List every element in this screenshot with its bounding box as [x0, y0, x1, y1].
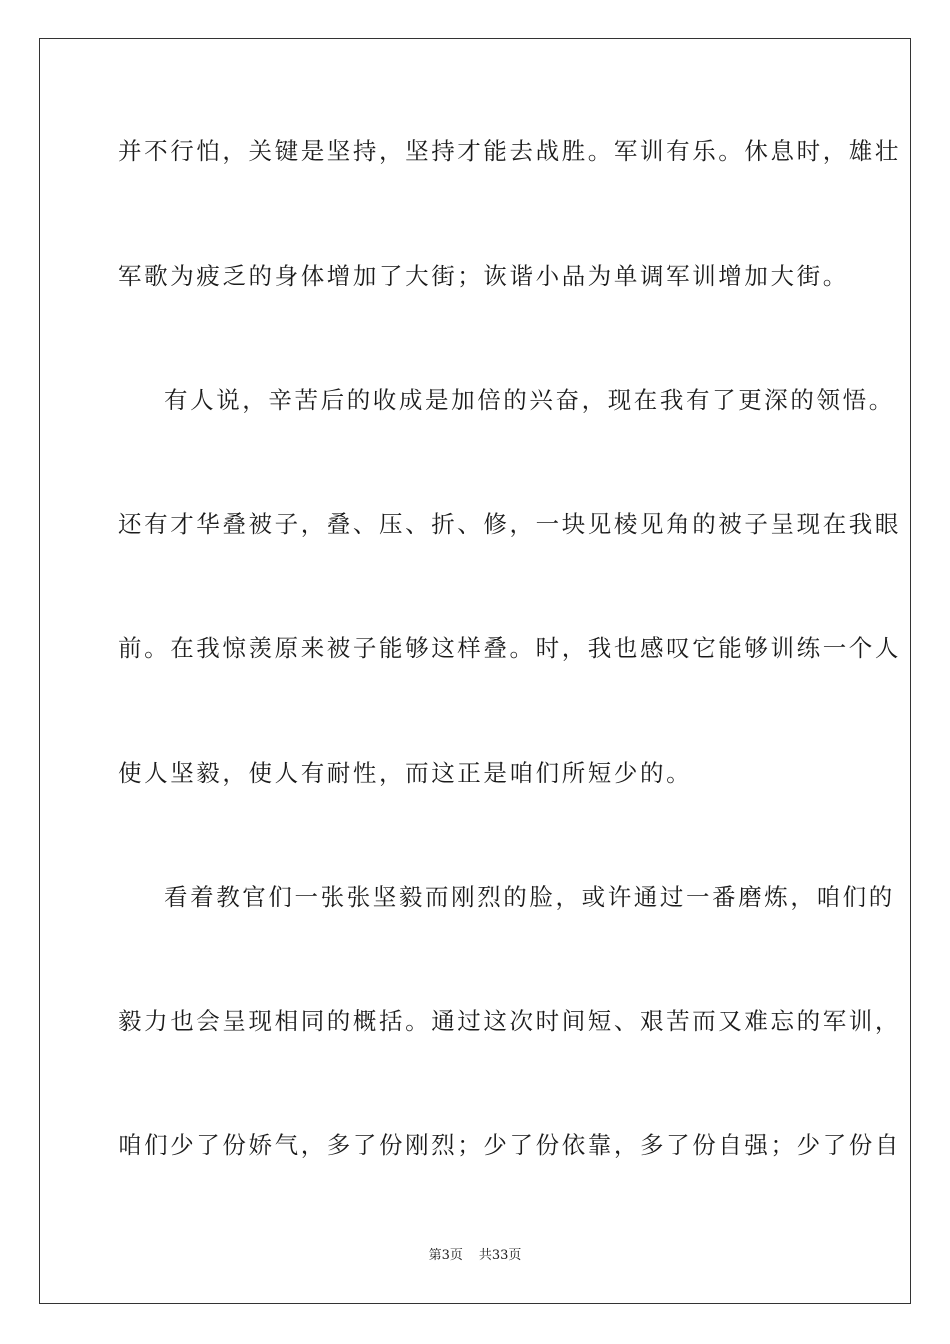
page-number: 第3页 [428, 1248, 463, 1263]
paragraph-line-6: 使人坚毅，使人有耐性，而这正是咱们所短少的。 [118, 759, 693, 787]
page-border [39, 38, 911, 1304]
total-pages: 共33页 [478, 1248, 522, 1263]
paragraph-line-8: 毅力也会呈现相同的概括。通过这次时间短、艰苦而又难忘的军训， [118, 1007, 901, 1035]
paragraph-line-1: 并不行怕，关键是坚持，坚持才能去战胜。军训有乐。休息时，雄壮 [118, 137, 901, 165]
page-footer [0, 1248, 950, 1264]
paragraph-line-4: 还有才华叠被子，叠、压、折、修，一块见棱见角的被子呈现在我眼 [118, 510, 901, 538]
paragraph-line-9: 咱们少了份娇气，多了份刚烈；少了份依靠，多了份自强；少了份自 [118, 1131, 901, 1159]
paragraph-line-7: 看着教官们一张张坚毅而刚烈的脸，或许通过一番磨炼，咱们的 [164, 883, 895, 911]
paragraph-line-3: 有人说，辛苦后的收成是加倍的兴奋，现在我有了更深的领悟。 [164, 386, 895, 414]
paragraph-line-5: 前。在我惊羡原来被子能够这样叠。时，我也感叹它能够训练一个人 [118, 634, 901, 662]
paragraph-line-2: 军歌为疲乏的身体增加了大街；诙谐小品为单调军训增加大街。 [118, 262, 849, 290]
